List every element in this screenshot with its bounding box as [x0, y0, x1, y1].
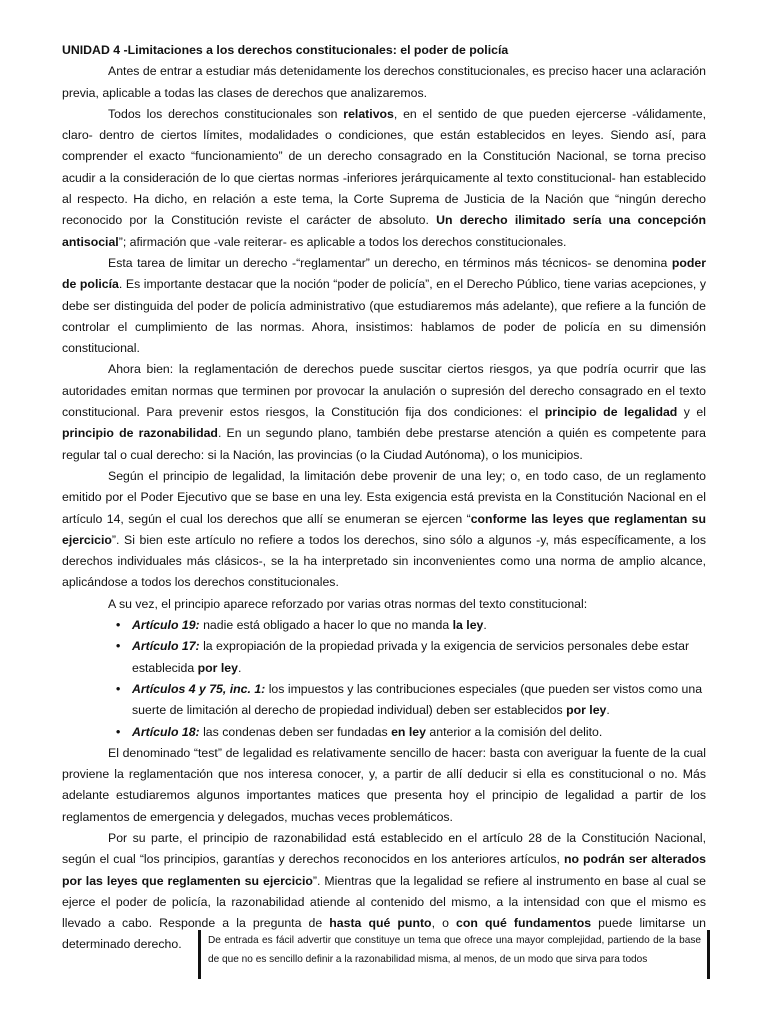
emphasis-art28-quote: no podrán ser alterados por las leyes que reglamenten su ejercicio: [62, 852, 706, 888]
article-label: Artículos 4 y 75, inc. 1:: [132, 681, 266, 696]
list-item: • Artículos 4 y 75, inc. 1: los impuestos y las contribuciones especiales (que pueden ser vistos como una suerte de limitación al derecho de propiedad individual) deben ser establecidos por ley.: [132, 679, 706, 722]
emphasis-con-que-fundamentos: con qué fundamentos: [456, 916, 592, 931]
bullet-icon: •: [116, 724, 121, 739]
article-label: Artículo 17:: [132, 639, 200, 654]
bullet-icon: •: [116, 639, 121, 654]
articles-list: [62, 615, 706, 743]
list-item: • Artículo 17: la expropiación de la propiedad privada y la exigencia de servicios personales debe estar establecida por ley.: [132, 636, 706, 679]
list-item: • Artículo 19: nadie está obligado a hacer lo que no manda la ley.: [132, 615, 706, 636]
emphasis-poder-de-policia: poder de policía: [62, 255, 706, 292]
emphasis-art14-quote: conforme las leyes que reglamentan su ejercicio: [62, 511, 706, 547]
callout-box: De entrada es fácil advertir que constituye un tema que ofrece una mayor complejidad, partiendo de la base de que no es sencillo definir a la razonabilidad misma, al menos, de un modo que sirva para todos: [198, 930, 710, 979]
section-title: UNIDAD 4 -Limitaciones a los derechos constitucionales: el poder de policía: [62, 43, 509, 57]
emphasis-hasta-que-punto: hasta qué punto: [329, 916, 432, 931]
paragraph-legality: Según el principio de legalidad, la limitación debe provenir de una ley; o, en todo caso, de un reglamento emitido por el Poder Ejecutivo que se base en una ley. Esta exigencia está prevista en la Constitución Nacional en el artículo 14, según el cual los derechos que allí se enumeran se ejercen “conforme las leyes que reglamentan su ejercicio”. Si bien este artículo no refiere a todos los derechos, sino sólo a algunos -y, más específicamente, a los derechos individuales más clásicos-, se la ha interpretado sin inconvenientes como una norma de amplio alcance, aplicándose a todos los derechos constitucionales.: [62, 468, 706, 590]
paragraph-intro: Antes de entrar a estudiar más detenidamente los derechos constitucionales, es preciso hacer una aclaración previa, aplicable a todas las clases de derechos que analizaremos.: [62, 64, 706, 100]
bullet-icon: •: [116, 618, 121, 633]
article-label: Artículo 19:: [132, 618, 200, 633]
paragraph-reasonableness: Por su parte, el principio de razonabilidad está establecido en el artículo 28 de la Constitución Nacional, según el cual “los principios, garantías y derechos reconocidos en los anteriores artículos, no podrán ser alterados por las leyes que reglamenten su ejercicio”. Mientras que la legalidad se refiere al instrumento en base al cual se ejerce el poder de policía, la razonabilidad atiende al contenido del mismo, a la intensidad con que el mismo es llevado a cabo. Responde a la pregunta de hasta qué punto, o con qué fundamentos puede limitarse un determinado derecho.: [62, 830, 706, 952]
emphasis-legalidad: principio de legalidad: [544, 405, 678, 420]
emphasis-razonabilidad: principio de razonabilidad: [62, 426, 218, 441]
list-item: • Artículo 18: las condenas deben ser fundadas en ley anterior a la comisión del delito.: [132, 722, 706, 743]
paragraph-police-power: Esta tarea de limitar un derecho -“reglamentar” un derecho, en términos más técnicos- se denomina poder de policía. Es importante destacar que la noción “poder de policía”, en el Derecho Público, tiene varias acepciones, y debe ser distinguida del poder de policía administrativo (que estudiaremos más adelante), que refiere a la función de controlar el cumplimiento de las normas. Ahora, insistimos: hablamos de poder de policía en su dimensión constitucional.: [62, 255, 706, 356]
bullet-icon: •: [116, 681, 121, 696]
paragraph-relative-rights: Todos los derechos constitucionales son relativos, en el sentido de que pueden ejercerse -válidamente, claro- dentro de ciertos límites, modalidades o condiciones, que están establecidos en leyes. Siendo así, para comprender el exacto “funcionamiento” de un derecho consagrado en la Constitución Nacional, se torna preciso acudir a la consideración de lo que ciertas normas -inferiores jerárquicamente al texto constitucional- han establecido al respecto. Ha dicho, en relación a este tema, la Corte Suprema de Justicia de la Nación que “ningún derecho reconocido por la Constitución reviste el carácter de absoluto. Un derecho ilimitado sería una concepción antisocial”; afirmación que -vale reiterar- es aplicable a todos los derechos constitucionales.: [62, 106, 706, 249]
article-label: Artículo 18:: [132, 724, 200, 739]
paragraph-risks: Ahora bien: la reglamentación de derechos puede suscitar ciertos riesgos, ya que podría ocurrir que las autoridades emitan normas que terminen por provocar la anulación o supresión del derecho consagrado en el texto constitucional. Para prevenir estos riesgos, la Constitución fija dos condiciones: el principio de legalidad y el principio de razonabilidad. En un segundo plano, también debe prestarse atención a quién es competente para regular tal o cual derecho: si la Nación, las provincias (o la Ciudad Autónoma), o los municipios.: [62, 362, 706, 462]
emphasis-quote: Un derecho ilimitado sería una concepción antisocial: [62, 213, 706, 249]
paragraph-reinforced: A su vez, el principio aparece reforzado por varias otras normas del texto constitucional:: [108, 596, 588, 611]
paragraph-legality-test: El denominado “test” de legalidad es relativamente sencillo de hacer: basta con averiguar la fuente de la cual proviene la reglamentación que nos interesa conocer, y, a partir de allí deducir si ella es constitucional o no. Más adelante estudiaremos algunos importantes matices que presenta hoy el principio de legalidad a partir de los reglamentos de emergencia y delegados, muchas veces problemáticos.: [62, 745, 706, 824]
emphasis-relativos: relativos: [343, 106, 394, 121]
